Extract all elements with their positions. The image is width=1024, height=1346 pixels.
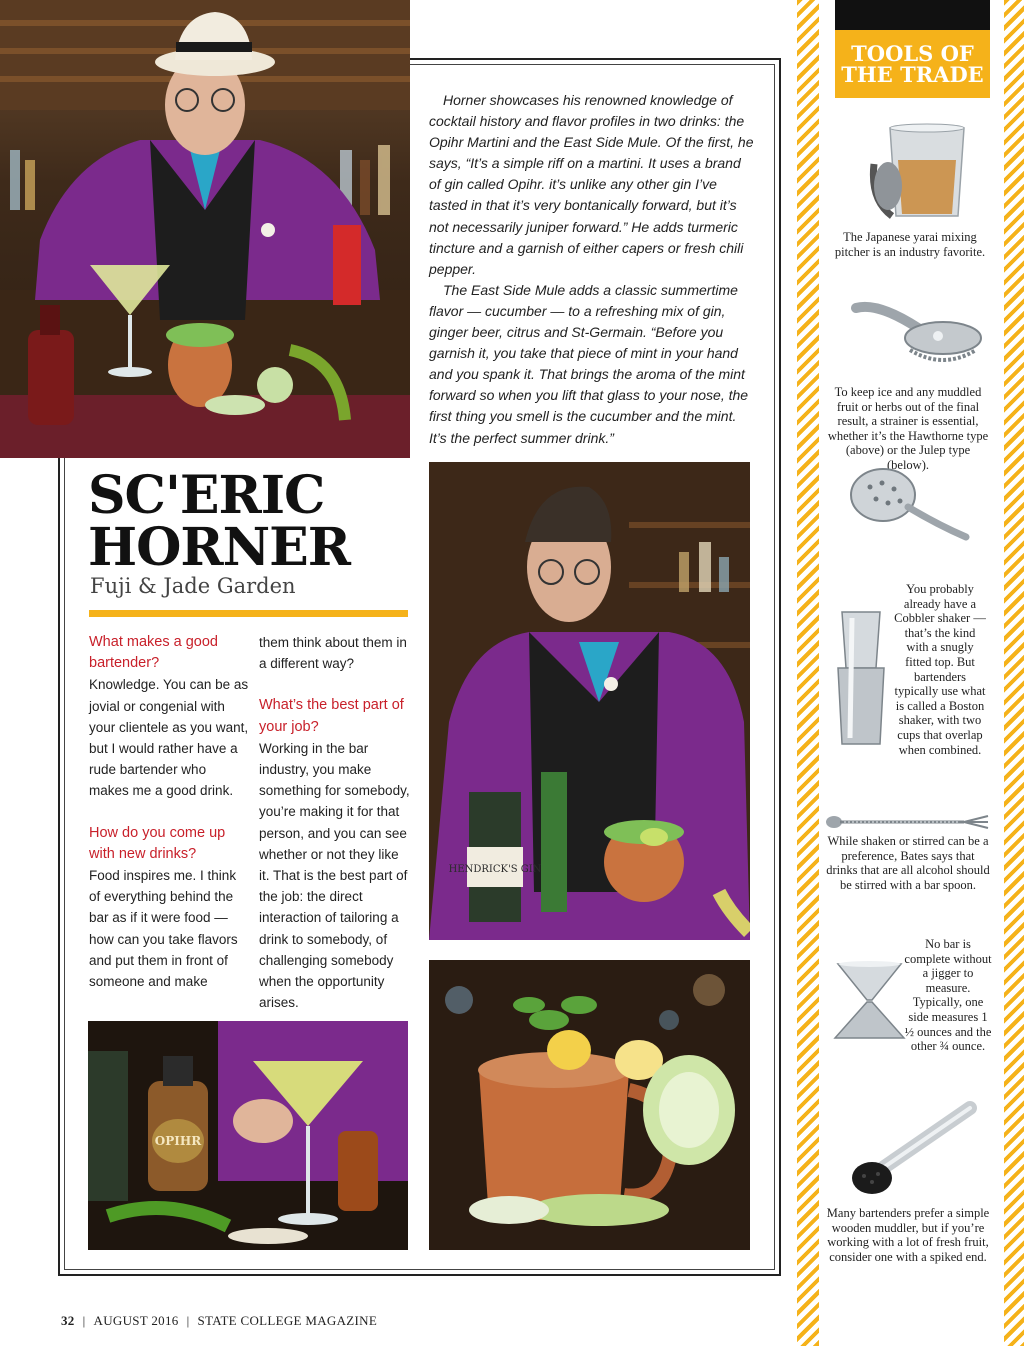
muddler-icon: [848, 1100, 980, 1200]
sidebar-hatch-right: [1004, 0, 1024, 1346]
publication-name: STATE COLLEGE MAGAZINE: [197, 1313, 378, 1328]
name-line-1: SC'ERIC: [88, 465, 325, 526]
hawthorne-strainer-icon: [848, 298, 988, 373]
question-3: What’s the best part of your job?: [259, 697, 404, 735]
mixing-illustration: [429, 462, 750, 940]
qa-column-right: [259, 632, 411, 1013]
mixing-pitcher-icon: [852, 120, 992, 225]
julep-strainer-icon: [848, 465, 973, 545]
answer-3: Working in the bar industry, you make something for somebody, you’re making it for that person, and you can see whether or not they like it. That is the best part of the job: the direct interaction of tailoring a drink to somebody, of challenging somebody when the opportunity arises.: [259, 740, 410, 1011]
jigger-icon: [832, 960, 907, 1042]
qa-column-left: [89, 632, 249, 992]
question-2: How do you come up with new drinks?: [89, 824, 226, 862]
issue-date: AUGUST 2016: [93, 1313, 179, 1328]
gin-bottle-label: HENDRICK'S GIN: [448, 864, 542, 875]
sidebar-hatch-left: [797, 0, 819, 1346]
page-footer: [61, 1313, 377, 1329]
hero-illustration: [0, 0, 410, 458]
intro-text: [429, 90, 754, 449]
opihr-bottle-label: OPIHR: [154, 1134, 202, 1148]
copper-mug-photo: [429, 960, 750, 1250]
sidebar-title: [841, 43, 983, 85]
bartender-mixing-photo: [429, 462, 750, 940]
martini-illustration: [88, 1021, 408, 1250]
profile-name: [88, 465, 408, 578]
intro-paragraph-2: The East Side Mule adds a classic summertime flavor — cucumber — to a refreshing mix of gin, ginger beer, citrus and St-Germain. “Before you garnish it, you take that piece of mint in your hand and you spank it. That brings the aroma of the mint forward so when you lift that glass to your nose, the first thing you smell is the cucumber and the mint. It’s the perfect summer drink.”: [429, 281, 749, 446]
sidebar-title-line-2: THE TRADE: [841, 62, 984, 87]
caption-strainer: To keep ice and any muddled fruit or herbs out of the final result, a strainer is essential, whether it’s the Hawthorne type (above) or the Julep type (below).: [827, 385, 989, 472]
caption-pitcher: The Japanese yarai mixing pitcher is an industry favorite.: [834, 230, 986, 259]
page-number: 32: [61, 1313, 75, 1328]
caption-jigger: No bar is complete without a jigger to measure. Typically, one side measures 1 ½ ounces and the other ¾ ounce.: [904, 937, 992, 1054]
answer-1: Knowledge. You can be as jovial or congenial with your clientele as you want, but I would rather have a rude bartender who makes me a good drink.: [89, 677, 249, 799]
boston-shaker-icon: [830, 608, 892, 748]
footer-separator: |: [186, 1313, 190, 1328]
answer-2-part-2: them think about them in a different way?: [259, 635, 407, 672]
sidebar-title-line-1: TOOLS OF: [851, 41, 974, 66]
caption-shaker: You probably already have a Cobbler shaker — that’s the kind with a snugly fitted top. But bartenders typically use what is called a Boston shaker, with two cups that overlap when combined.: [894, 582, 986, 757]
caption-spoon: While shaken or stirred can be a preference, Bates says that drinks that are all alcohol should be stirred with a bar spoon.: [826, 834, 990, 892]
answer-2-part-1: Food inspires me. I think of everything behind the bar as if it were food — how can you take flavors and put them in front of someone and make: [89, 868, 238, 990]
venue-subtitle: Fuji & Jade Garden: [90, 574, 296, 598]
footer-separator: |: [82, 1313, 86, 1328]
name-line-2: HORNER: [88, 517, 351, 578]
sidebar-title-box: [835, 30, 990, 98]
yellow-divider: [89, 610, 408, 617]
sidebar-black-bar: [835, 0, 990, 30]
hero-photo: [0, 0, 410, 458]
martini-photo: [88, 1021, 408, 1250]
mug-illustration: [429, 960, 750, 1250]
caption-muddler: Many bartenders prefer a simple wooden muddler, but if you’re working with a lot of fresh fruit, consider one with a spiked end.: [826, 1206, 990, 1264]
bar-spoon-icon: [824, 810, 994, 834]
question-1: What makes a good bartender?: [89, 634, 218, 672]
intro-paragraph-1: Horner showcases his renowned knowledge of cocktail history and flavor profiles in two drinks: the Opihr Martini and the East Side Mule. Of the first, he says, “It’s a simple riff on a martini. It uses a brand of gin called Opihr. it’s unlike any other gin I’ve tasted in that it’s very bontanically forward, but it’s not necessarily juniper forward.” He adds turmeric tincture and a garnish of either capers or fresh chili pepper.: [429, 92, 754, 277]
